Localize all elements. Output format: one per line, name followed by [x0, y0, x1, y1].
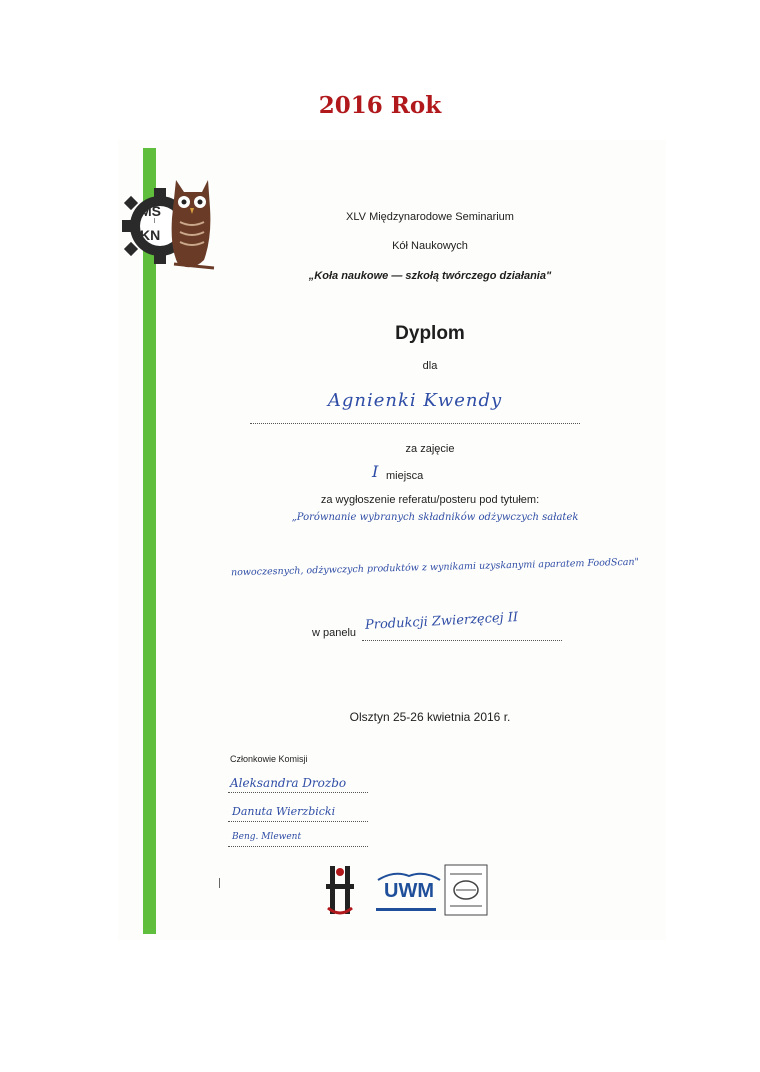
owl-gear-logo-icon — [118, 168, 218, 278]
uwm-underline — [376, 908, 436, 911]
paper-label: za wygłoszenie referatu/posteru pod tytułem: — [320, 494, 540, 506]
place-value: I — [372, 462, 379, 481]
signature-line-3 — [228, 846, 368, 847]
signature-line-2 — [228, 821, 368, 822]
place-date: Olsztyn 25-26 kwietnia 2016 r. — [349, 710, 511, 724]
committee-label: Członkowie Komisji — [230, 754, 308, 764]
recipient-dotted-line — [250, 423, 580, 424]
uwm-logo — [374, 870, 444, 916]
paper-title-line1: „Porównanie wybranych składników odżywczych sałatek — [291, 512, 579, 523]
paper-title-line2: nowoczesnych, odżywczych produktów z wynikami uzyskanymi aparatem FoodScan" — [230, 556, 640, 579]
diploma-heading: Dyplom — [395, 323, 465, 344]
panel-label: w panelu — [312, 627, 357, 639]
logo-ms-text: MS — [140, 203, 161, 219]
signature-2: Danuta Wierzbicki — [232, 805, 336, 818]
seminar-title-line1: XLV Międzynarodowe Seminarium — [346, 211, 514, 223]
for-label: dla — [422, 360, 438, 372]
signature-1: Aleksandra Drozbo — [230, 776, 347, 790]
panel-value: Produkcji Zwierzęcej II — [364, 610, 519, 633]
place-suffix: miejsca — [386, 470, 424, 482]
panel-dotted-line — [362, 640, 562, 641]
science-club-logo-icon — [444, 864, 488, 916]
logo-caption — [154, 218, 155, 225]
seminar-logo — [118, 168, 218, 278]
seminar-motto: „Koła naukowe — szkołą twórczego działania" — [308, 270, 552, 282]
signature-3: Beng. Mlewent — [232, 832, 302, 842]
uwm-logo-text: UWM — [384, 880, 434, 902]
recipient-name: Agnienki Kwendy — [327, 390, 503, 411]
seminar-title-line2: Kół Naukowych — [392, 240, 468, 252]
place-label: za zajęcie — [405, 443, 455, 455]
page-title: 2016 Rok — [318, 92, 442, 119]
logo-kn-text: KN — [140, 227, 161, 243]
signature-line-1 — [228, 792, 368, 793]
faculty-emblem-icon — [320, 862, 360, 918]
margin-tick — [219, 878, 220, 888]
